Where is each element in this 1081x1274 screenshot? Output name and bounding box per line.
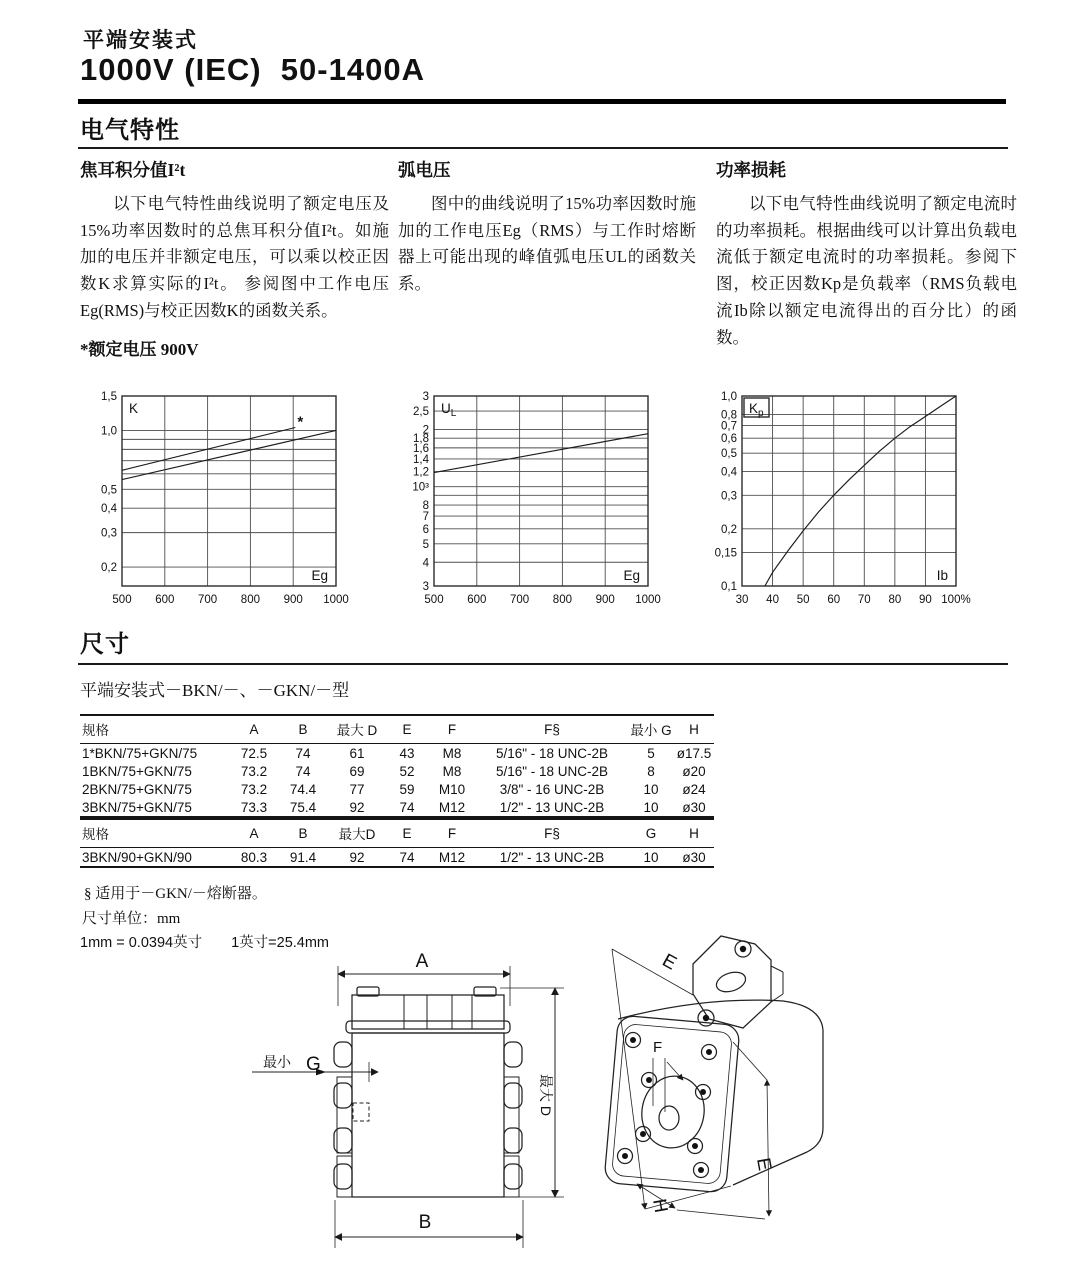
y-tick-label: 0,5 [721,448,737,461]
plot-frame [742,396,956,586]
x-tick-label: 1000 [635,594,661,606]
y-tick-label: 5 [422,538,429,551]
column-header: F [447,825,457,841]
x-tick-label: 800 [240,594,260,606]
y-tick-label: 1,0 [721,391,737,403]
rated-voltage-star: * [297,413,304,431]
chart-arc-voltage [388,388,680,620]
column-power-loss [716,157,1017,351]
dim-label-g: G [306,1054,321,1075]
y-tick-label: 1,0 [101,425,117,438]
y-tick-label: 2 [422,424,429,437]
column-header: A [249,825,259,841]
x-axis-label: Eg [623,568,640,583]
section-divider [78,147,1008,149]
y-tick-label: 4 [422,557,429,570]
column-header: A [249,721,259,737]
y-tick-label: 1,4 [413,453,429,466]
x-tick-label: 700 [510,594,530,606]
page-subtitle: 平端安装式 [83,29,198,52]
rated-voltage-note: *额定电压 900V [80,339,199,359]
x-tick-label: 60 [827,594,841,606]
mounting-clearance-dashed [353,1103,369,1121]
dim-label-f: F [653,1039,663,1056]
table-row: 3BKN/75+GKN/75 73.3 75.4 92 74 M12 1/2" - 13 UNC-2B 10 ø30 [82,799,706,815]
x-tick-label: 100% [941,594,971,606]
x-tick-label: 900 [595,594,615,606]
dimension-a [338,966,510,1006]
y-tick-label: 0,15 [714,547,737,560]
column-header: E [402,825,412,841]
y-tick-label: 0,4 [101,503,117,516]
plot-frame [122,396,336,586]
x-tick-label: 70 [857,594,871,606]
section-heading-dimensions: 尺寸 [80,631,130,658]
column-header: 规格 [82,827,109,842]
y-tick-label: 2,5 [413,406,429,419]
y-tick-label: 0,8 [721,409,737,422]
chart-power-loss-factor [696,388,988,620]
dimensions-subtitle: 平端安装式－BKN/－、－GKN/－型 [80,681,350,700]
y-tick-label: 1,6 [413,442,429,455]
table-row: 1*BKN/75+GKN/75 72.5 74 61 43 M8 5/16" - 18 UNC-2B 5 ø17.5 [82,745,712,761]
x-tick-label: 500 [424,594,444,606]
x-tick-label: 600 [155,594,175,606]
x-tick-label: 500 [112,594,132,606]
section-heading-electrical: 电气特性 [80,117,180,144]
chart-k-correction-factor [76,388,368,620]
y-tick-label: 1,5 [101,391,117,403]
dim-label-max-d: 最大 D [538,1074,554,1116]
column-body: 以下电气特性曲线说明了额定电压及15%功率因数时的总焦耳积分值I²t。如施加的电压并非额定电压，可以乘以校正因数K求算实际的I²t。 参阅图中工作电压Eg(RMS)与校正因数K的函数关系。 [80,194,389,320]
y-tick-label: 8 [422,500,429,513]
y-axis-label: K [129,401,139,416]
y-tick-label: 0,1 [721,581,737,593]
column-title: 弧电压 [398,160,451,180]
footnote-conversion: 1mm = 0.0394英寸 1英寸=25.4mm [80,935,330,951]
page-title: 1000V (IEC) 50-1400A [80,52,425,87]
y-tick-label: 3 [422,581,429,593]
y-tick-label: 7 [422,511,429,524]
table-header-row [80,819,714,848]
column-header: F§ [544,721,560,737]
column-title: 功率损耗 [716,160,786,180]
y-tick-label: 0,5 [101,484,117,497]
y-tick-label: 0,7 [721,420,737,433]
y-tick-label: 0,2 [101,562,117,575]
series-line [434,434,648,473]
x-tick-label: 30 [735,594,749,606]
top-bracket [693,936,783,1028]
y-tick-label: 0,3 [101,527,117,540]
y-tick-label: 1,8 [413,433,429,446]
y-tick-label: 0,2 [721,523,737,536]
column-joule-integral [80,157,389,360]
dim-label-e-right: E [752,1156,775,1173]
face-screws [618,1033,717,1178]
footnote-units: 尺寸单位：mm [82,911,181,927]
dimension-table-90 [80,818,714,868]
dim-label-min: 最小 [263,1054,291,1070]
series-line [765,396,956,586]
x-tick-label: 900 [283,594,303,606]
column-header: G [645,825,657,841]
dim-label-e-top: E [658,950,680,975]
column-header: 最大D [338,827,376,842]
column-header: 最小 G [630,723,672,738]
series-line [122,430,336,479]
x-tick-label: 50 [796,594,810,606]
y-axis-label: $K_p$ [749,401,764,419]
dimension-table-75 [80,714,714,818]
dimension-plane-e-top [612,949,731,1209]
dimension-f [653,1058,683,1112]
dim-label-b: B [418,1212,432,1233]
dim-label-a: A [415,951,429,972]
side-ribs [334,1042,522,1197]
column-header: E [402,721,412,737]
plot-frame [434,396,648,586]
column-body: 图中的曲线说明了15%功率因数时施加的工作电压Eg（RMS）与工作时熔断器上可能出现的峰值弧电压UL的函数关系。 [398,194,696,294]
column-header: B [298,825,308,841]
table-header-row [80,715,714,744]
y-tick-label: 10³ [412,481,429,494]
column-body: 以下电气特性曲线说明了额定电流时的功率损耗。根据曲线可以计算出负载电流低于额定电流时的功率损耗。参阅下图，校正因数Kp是负载率（RMS负载电流Ib除以额定电流得出的百分比）的函数。 [716,194,1017,347]
y-tick-label: 1,2 [413,466,429,479]
y-tick-label: 0,3 [721,490,737,503]
dimension-e-right [677,1042,769,1219]
y-tick-label: 0,4 [721,466,737,479]
fuse-body-outline [346,987,510,1197]
column-header: F§ [544,825,560,841]
x-tick-label: 90 [919,594,932,606]
x-tick-label: 600 [467,594,487,606]
series-line [122,428,295,471]
footnote-gkn: § 适用于－GKN/－熔断器。 [84,886,267,902]
table-row: 2BKN/75+GKN/75 73.2 74.4 77 59 M10 3/8" - 16 UNC-2B 10 ø24 [82,781,706,797]
x-tick-label: 80 [888,594,902,606]
y-axis-label: $U_L$ [441,401,457,419]
x-tick-label: 700 [198,594,218,606]
x-tick-label: 800 [552,594,572,606]
x-tick-label: 1000 [323,594,349,606]
column-header: H [689,721,699,737]
dim-label-h: H [648,1197,672,1215]
front-view-drawing [250,950,582,1264]
column-header: B [298,721,308,737]
column-title: 焦耳积分值I²t [80,160,186,180]
x-axis-label: Eg [311,568,328,583]
y-tick-label: 6 [422,523,429,536]
column-arc-voltage [398,157,696,298]
column-header: 最大 D [336,723,378,738]
x-tick-label: 40 [766,594,779,606]
column-header: F [447,721,457,737]
table-row: 3BKN/90+GKN/90 80.3 91.4 92 74 M12 1/2" - 13 UNC-2B 10 ø30 [82,849,706,865]
x-axis-label: Ib [936,568,948,583]
iso-view-drawing [585,922,997,1274]
column-header: H [689,825,699,841]
header-divider [78,99,1006,104]
column-header: 规格 [82,723,109,738]
y-tick-label: 0,6 [721,433,737,446]
section-divider [78,663,1008,665]
fuse-iso-body [604,1000,823,1193]
table-row: 1BKN/75+GKN/75 73.2 74 69 52 M8 5/16" - 18 UNC-2B 8 ø20 [82,763,706,779]
y-tick-label: 3 [422,391,429,403]
